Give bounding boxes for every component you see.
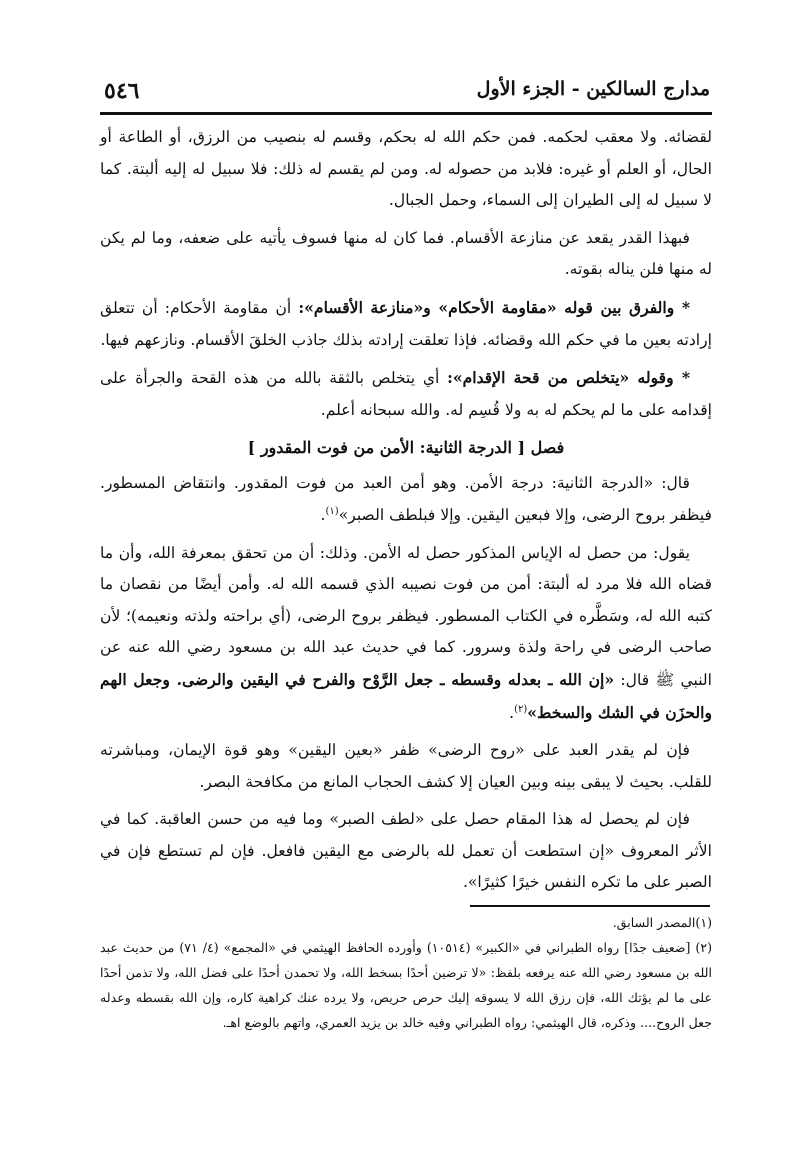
header-rule [100, 112, 712, 115]
paragraph-5 [100, 468, 712, 531]
paragraph-2: فبهذا القدر يقعد عن منازعة الأقسام. فما كان له منها فسوف يأتيه على ضعفه، وما لم يكن له منها فلن يناله بقوته. [100, 228, 712, 279]
running-title: مدارج السالكين - الجزء الأول [476, 78, 710, 100]
paragraph-8: فإن لم يحصل له هذا المقام حصل على «لطف الصبر» وما فيه من حسن العاقبة. كما في الأثر المعروف «إن استطعت أن تعمل لله بالرضى مع اليقين فافعل. فإن لم تستطع فإن في الصبر على ما تكره النفس خيرًا كثيرًا». [100, 810, 712, 892]
paragraph-3-lead: * والفرق بين قوله «مقاومة الأحكام» و«منازعة الأقسام»: [298, 297, 691, 317]
page-header [104, 78, 710, 108]
hadith-quote: «إن الله ـ بعدله وقسطه ـ جعل الرَّوْح والفرح في اليقين والرضى. وجعل الهم والحزَن في الشك والسخط» [100, 669, 712, 722]
paragraph-3-rest: أن مقاومة الأحكام: أن تتعلق إرادته بعين ما في حكم الله وقضائه. فإذا تعلقت إرادته بذلك جاذب الخلقَ الأقسام. ونازعهم فيها. [100, 298, 712, 349]
footnote-1: (١)المصدر السابق. [612, 915, 712, 930]
paragraph-4 [100, 362, 712, 426]
footnote-ref-2: (٢) [514, 703, 528, 715]
paragraph-1: لقضائه. ولا معقب لحكمه. فمن حكم الله له بحكم، وقسم له بنصيب من الرزق، أو الطاعة أو الحال، أو العلم أو غيره: فلابد من حصوله له. ومن لم يقسم له ذلك: فلا سبيل له إليه ألبتة. كما لا سبيل له إلى الطيران إلى السماء، وحمل الجبال. [100, 128, 712, 210]
paragraph-6-end: . [509, 703, 515, 722]
paragraph-3 [100, 292, 712, 356]
paragraph-7: فإن لم يقدر العبد على «روح الرضى» ظفر «بعين اليقين» وهو قوة الإيمان، ومباشرته للقلب. بحيث لا يبقى بينه وبين العيان إلا كشف الحجاب المانع من مكافحة البصر. [100, 741, 712, 791]
footnotes [100, 910, 712, 1035]
footnote-rule [470, 905, 710, 907]
paragraph-5-end: . [320, 505, 326, 524]
paragraph-4-rest: أي يتخلص بالثقة بالله من هذه القحة والجرأة على إقدامه على ما لم يحكم له به ولا قُسِم له. والله سبحانه أعلم. [100, 369, 712, 419]
main-text [100, 122, 712, 905]
paragraph-6 [100, 538, 712, 730]
chapter-heading: فصل [ الدرجة الثانية: الأمن من فوت المقدور ] [247, 438, 565, 458]
paragraph-5-text: قال: «الدرجة الثانية: درجة الأمن. وهو أمن العبد من فوت المقدور. وانتقاض المسطور. فيظفر بروح الرضى، وإلا فبعين اليقين. وإلا فبلطف الصبر» [100, 474, 712, 524]
paragraph-6-text: يقول: من حصل له الإياس المذكور حصل له الأمن. وذلك: أن من تحقق بمعرفة الله، وأن ما قضاه الله فلا مرد له ألبتة: أمن من فوت نصيبه الذي قسمه الله له. وأمن أيضًا من نقصان ما كتبه الله له، وسَطَّره في الكتاب المسطور. فيظفر بروح الرضى، (أي براحته ولذته ونعيمه)؛ لأن صاحب الرضى في راحة ولذة وسرور. كما في حديث عبد الله بن مسعود رضي الله عنه عن النبي ﷺ قال: [100, 543, 712, 689]
footnote-ref-1: (١) [325, 505, 339, 517]
footnote-2: (٢) [ضعيف جدًا] رواه الطبراني في «الكبير» (١٠٥١٤) وأورده الحافظ الهيثمي في «المجمع» (٤/ ٧١) من حديث عبد الله بن مسعود رضي الله عنه يرفعه بلفظ: «لا ترضين أحدًا بسخط الله، ولا تحمدن أحدًا على فضل الله، ولا تذمن أحدًا على ما لم يؤتك الله، فإن رزق الله لا يسوقه إليك حرص حريص، ولا يرده عنك كراهية كاره، وإن الله بقسطه وعدله جعل الروح.... وذكره، قال الهيثمي: رواه الطبراني وفيه خالد بن يزيد العمري، واتهم بالوضع اهـ. [100, 940, 713, 1030]
page-number: ٥٤٦ [104, 78, 140, 104]
paragraph-4-lead: * وقوله «يتخلص من قحة الإقدام»: [447, 368, 690, 388]
